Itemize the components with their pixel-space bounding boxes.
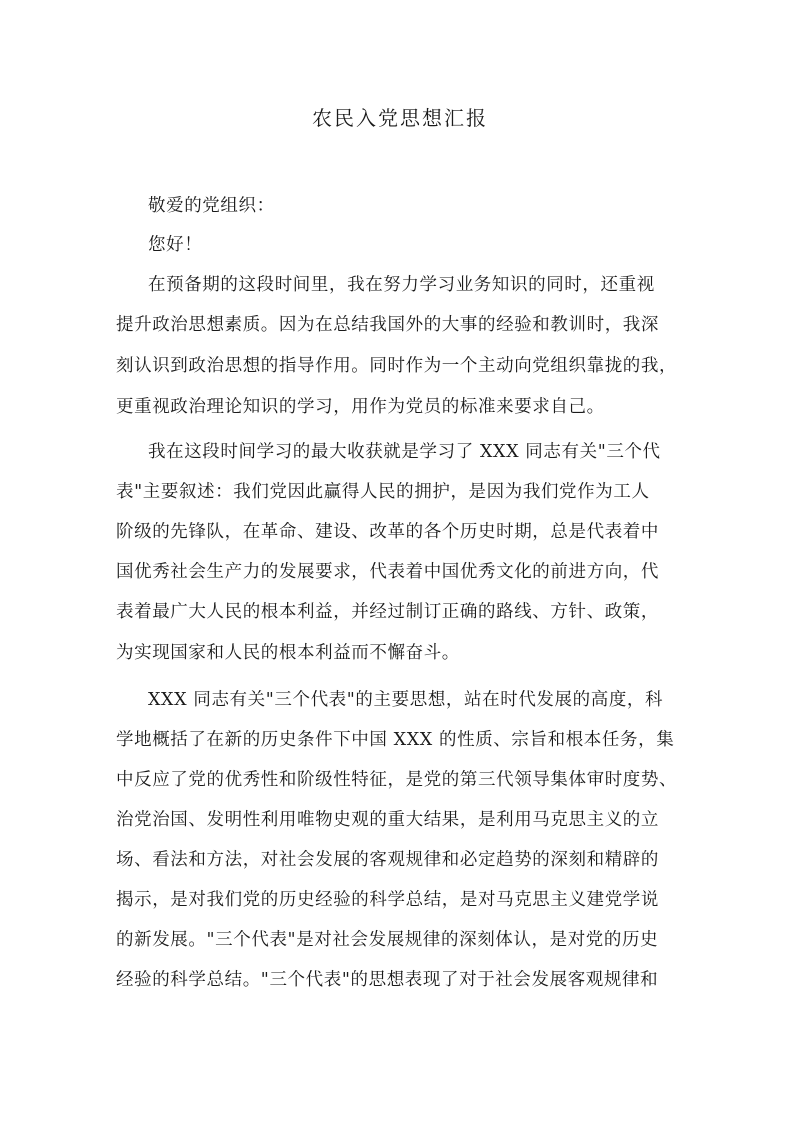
paragraph-line: 在预备期的这段时间里，我在努力学习业务知识的同时，还重视 bbox=[148, 275, 655, 295]
paragraph-line: 刻认识到政治思想的指导作用。同时作为一个主动向党组织靠拢的我， bbox=[116, 356, 678, 376]
paragraph-line: 经验的科学总结。"三个代表"的思想表现了对于社会发展客观规律和 bbox=[116, 970, 659, 990]
paragraph-line: 我在这段时间学习的最大收获就是学习了 XXX 同志有关"三个代 bbox=[148, 442, 661, 462]
paragraph-line: 为实现国家和人民的根本利益而不懈奋斗。 bbox=[116, 643, 460, 663]
paragraph-line: 场、看法和方法，对社会发展的客观规律和必定趋势的深刻和精辟的 bbox=[116, 850, 659, 870]
paragraph-line: 治党治国、发明性利用唯物史观的重大结果，是利用马克思主义的立 bbox=[116, 810, 659, 830]
paragraph-line: XXX 同志有关"三个代表"的主要思想，站在时代发展的高度，科 bbox=[148, 690, 664, 710]
paragraph-line: 学地概括了在新的历史条件下中国 XXX 的性质、宗旨和根本任务，集 bbox=[116, 730, 675, 750]
paragraph-line: 的新发展。"三个代表"是对社会发展规律的深刻体认，是对党的历史 bbox=[116, 930, 659, 950]
paragraph-line: 揭示，是对我们党的历史经验的科学总结，是对马克思主义建党学说 bbox=[116, 890, 659, 910]
paragraph-line: 国优秀社会生产力的发展要求，代表着中国优秀文化的前进方向，代 bbox=[116, 562, 659, 582]
paragraph-line: 阶级的先锋队，在革命、建设、改革的各个历史时期，总是代表着中 bbox=[116, 522, 659, 542]
salutation: 敬爱的党组织： bbox=[148, 196, 275, 216]
paragraph-line: 更重视政治理论知识的学习，用作为党员的标准来要求自己。 bbox=[116, 397, 605, 417]
greeting: 您好！ bbox=[148, 235, 203, 255]
paragraph-line: 表着最广大人民的根本利益，并经过制订正确的路线、方针、政策， bbox=[116, 602, 659, 622]
document-title: 农民入党思想汇报 bbox=[312, 106, 488, 130]
paragraph-line: 提升政治思想素质。因为在总结我国外的大事的经验和教训时，我深 bbox=[116, 315, 659, 335]
paragraph-line: 中反应了党的优秀性和阶级性特征，是党的第三代领导集体审时度势、 bbox=[116, 770, 678, 790]
paragraph-line: 表"主要叙述：我们党因此赢得人民的拥护，是因为我们党作为工人 bbox=[116, 482, 650, 502]
